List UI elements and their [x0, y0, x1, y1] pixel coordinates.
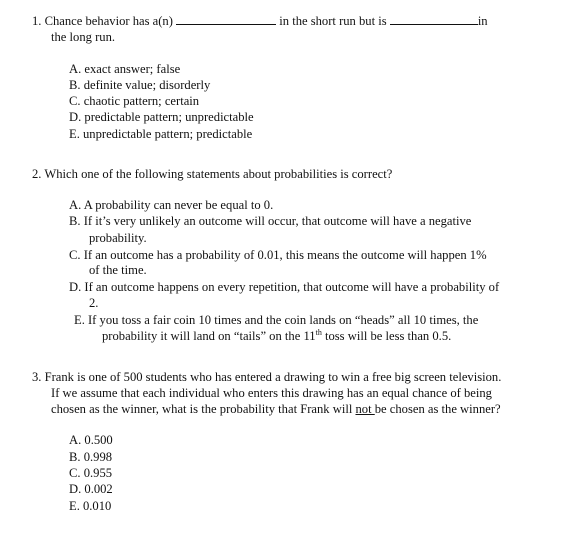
q1-option-a: A. exact answer; false	[69, 62, 181, 76]
q1-blank-2	[390, 13, 478, 25]
q1-option-b: B. definite value; disorderly	[69, 78, 211, 92]
q3-stem-line2: If we assume that each individual who enters this drawing has an equal chance of being	[51, 386, 492, 400]
q2-stem: 2. Which one of the following statements about probabilities is correct?	[32, 167, 393, 181]
q2-option-d-line2: 2.	[89, 296, 99, 310]
q3-stem-line3	[51, 402, 501, 417]
q3-stem-line3-pre: chosen as the winner, what is the probability that Frank will	[51, 402, 356, 416]
q3-stem-line1: 3. Frank is one of 500 students who has entered a drawing to win a free big screen television.	[32, 370, 502, 384]
q2-option-e-text-post: toss will be less than 0.5.	[321, 329, 452, 343]
q2-option-b-line2: probability.	[89, 231, 147, 245]
q2-option-e-superscript: th	[315, 328, 322, 337]
q2-option-d-line1: D. If an outcome happens on every repetition, that outcome will have a probability of	[69, 280, 500, 294]
q3-option-e: E. 0.010	[69, 499, 112, 513]
q1-option-c: C. chaotic pattern; certain	[69, 94, 200, 108]
q1-stem-line1	[32, 13, 488, 29]
q2-option-c-line1: C. If an outcome has a probability of 0.01, this means the outcome will happen 1%	[69, 248, 487, 262]
q2-option-e-line1: E. If you toss a fair coin 10 times and the coin lands on “heads” all 10 times, the	[74, 313, 479, 327]
q2-option-a: A. A probability can never be equal to 0.	[69, 198, 274, 212]
q1-stem-part2: in the short run but is	[279, 14, 387, 28]
q3-option-c: C. 0.955	[69, 466, 113, 480]
q2-option-b-line1: B. If it’s very unlikely an outcome will occur, that outcome will have a negative	[69, 214, 472, 228]
q3-option-d: D. 0.002	[69, 482, 113, 496]
q1-stem-part3: in	[477, 14, 488, 28]
q1-stem-line2: the long run.	[51, 30, 116, 44]
q3-underlined-not: not	[355, 402, 375, 416]
q2-option-e-line2	[102, 329, 451, 344]
q1-option-e: E. unpredictable pattern; predictable	[69, 127, 253, 141]
q3-option-a: A. 0.500	[69, 433, 113, 447]
q1-stem-part1: 1. Chance behavior has a(n)	[32, 14, 173, 28]
q2-option-c-line2: of the time.	[89, 263, 147, 277]
q1-blank-1	[176, 13, 276, 25]
q2-option-e-text-pre: probability it will land on “tails” on the 11	[102, 329, 316, 343]
q1-option-d: D. predictable pattern; unpredictable	[69, 110, 254, 124]
q3-stem-line3-post: be chosen as the winner?	[374, 402, 501, 416]
q3-option-b: B. 0.998	[69, 450, 113, 464]
